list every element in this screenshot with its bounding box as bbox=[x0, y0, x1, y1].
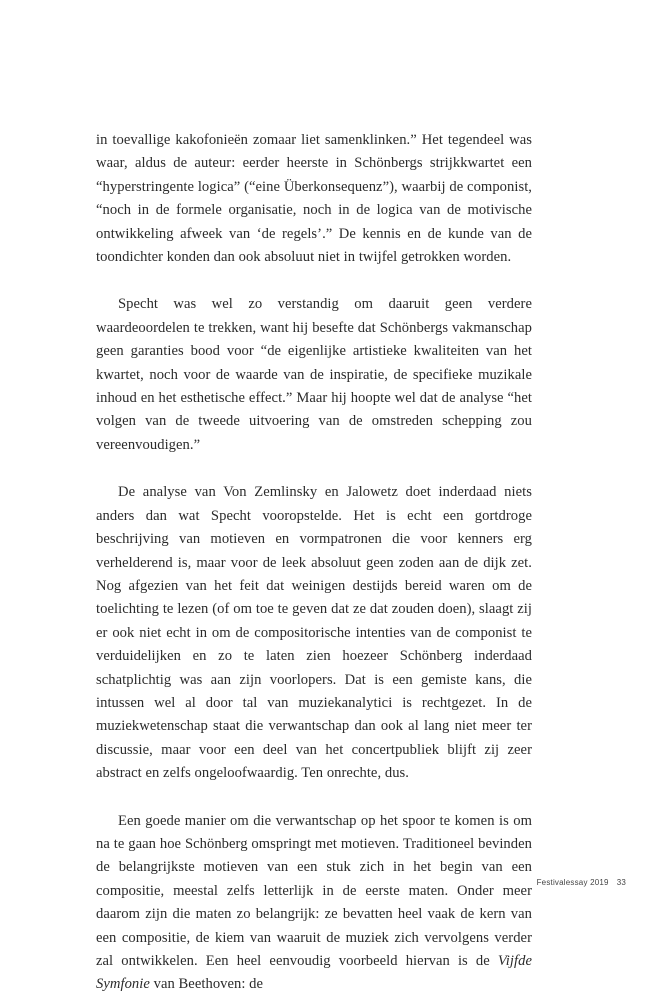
article-body bbox=[96, 129, 532, 997]
page-footer bbox=[537, 878, 626, 887]
paragraph-1: in toevallige kakofonieën zomaar liet samenklinken.” Het tegendeel was waar, aldus de auteur: eerder heerste in Schönbergs strijkkwartet een “hyperstringente logica” (“eine Überkonsequenz”), waarbij de componist, “noch in de formele organisatie, noch in de logica van de motivische ontwikkeling afweek van ‘de regels’.” De kennis en de kunde van de toondichter konden dan ook absoluut niet in twijfel getrokken worden. bbox=[96, 132, 532, 266]
paragraph-4-text-before-title: Een goede manier om die verwantschap op het spoor te komen is om na te gaan hoe Schönberg omspringt met motieven. Traditioneel bevinden de belangrijkste motieven van een stuk zich in het begin van een compositie, meestal zelfs letterlijk in de eerste maten. Onder meer daarom zijn die maten zo belangrijk: ze bevatten heel vaak de kern van een compositie, de kiem van waaruit de muziek zich vervolgens verder zal ontwikkelen. Een heel eenvoudig voorbeeld hiervan is de bbox=[96, 812, 532, 969]
paragraph-3: De analyse van Von Zemlinsky en Jalowetz doet inderdaad niets anders dan wat Specht vooropstelde. Het is echt een gortdroge beschrijving van motieven en vormpatronen die voor kenners erg verhelderend is, maar voor de leek absoluut geen zoden aan de dijk zet. Nog afgezien van het feit dat weinigen destijds bereid waren om de toelichting te lezen (of om toe te geven dat ze dat zouden doen), slaagt zij er ook niet echt in om de compositorische intenties van de componist te verduidelijken en zo te laten zien hoezeer Schönberg inderdaad schatplichtig was aan zijn voorlopers. Dat is een gemiste kans, die intussen wel al door tal van muziekanalytici is rechtgezet. In de muziekwetenschap staat die verwantschap dan ook al lang niet meer ter discussie, maar voor een deel van het concertpubliek blijft zij zeer abstract en zelfs ongeloofwaardig. Ten onrechte, dus. bbox=[96, 484, 532, 782]
publication-name: Festivalessay 2019 bbox=[536, 878, 609, 887]
page-number: 33 bbox=[616, 878, 626, 887]
paragraph-4 bbox=[96, 810, 532, 997]
work-title-italic: Vijfde Symfonie bbox=[96, 953, 532, 993]
paragraph-4-text-after-title: van Beethoven: de bbox=[149, 976, 264, 993]
paragraph-2: Specht was wel zo verstandig om daaruit geen verdere waardeoordelen te trekken, want hij besefte dat Schönbergs vakmanschap geen garanties bood voor “de eigenlijke artistieke kwaliteiten van het kwartet, noch voor de waarde van de inspiratie, de specifieke muzikale inhoud en het esthetische effect.” Maar hij hoopte wel dat de analyse “het volgen van de tweede uitvoering van de omstreden schepping zou vereenvoudigen.” bbox=[96, 296, 532, 453]
